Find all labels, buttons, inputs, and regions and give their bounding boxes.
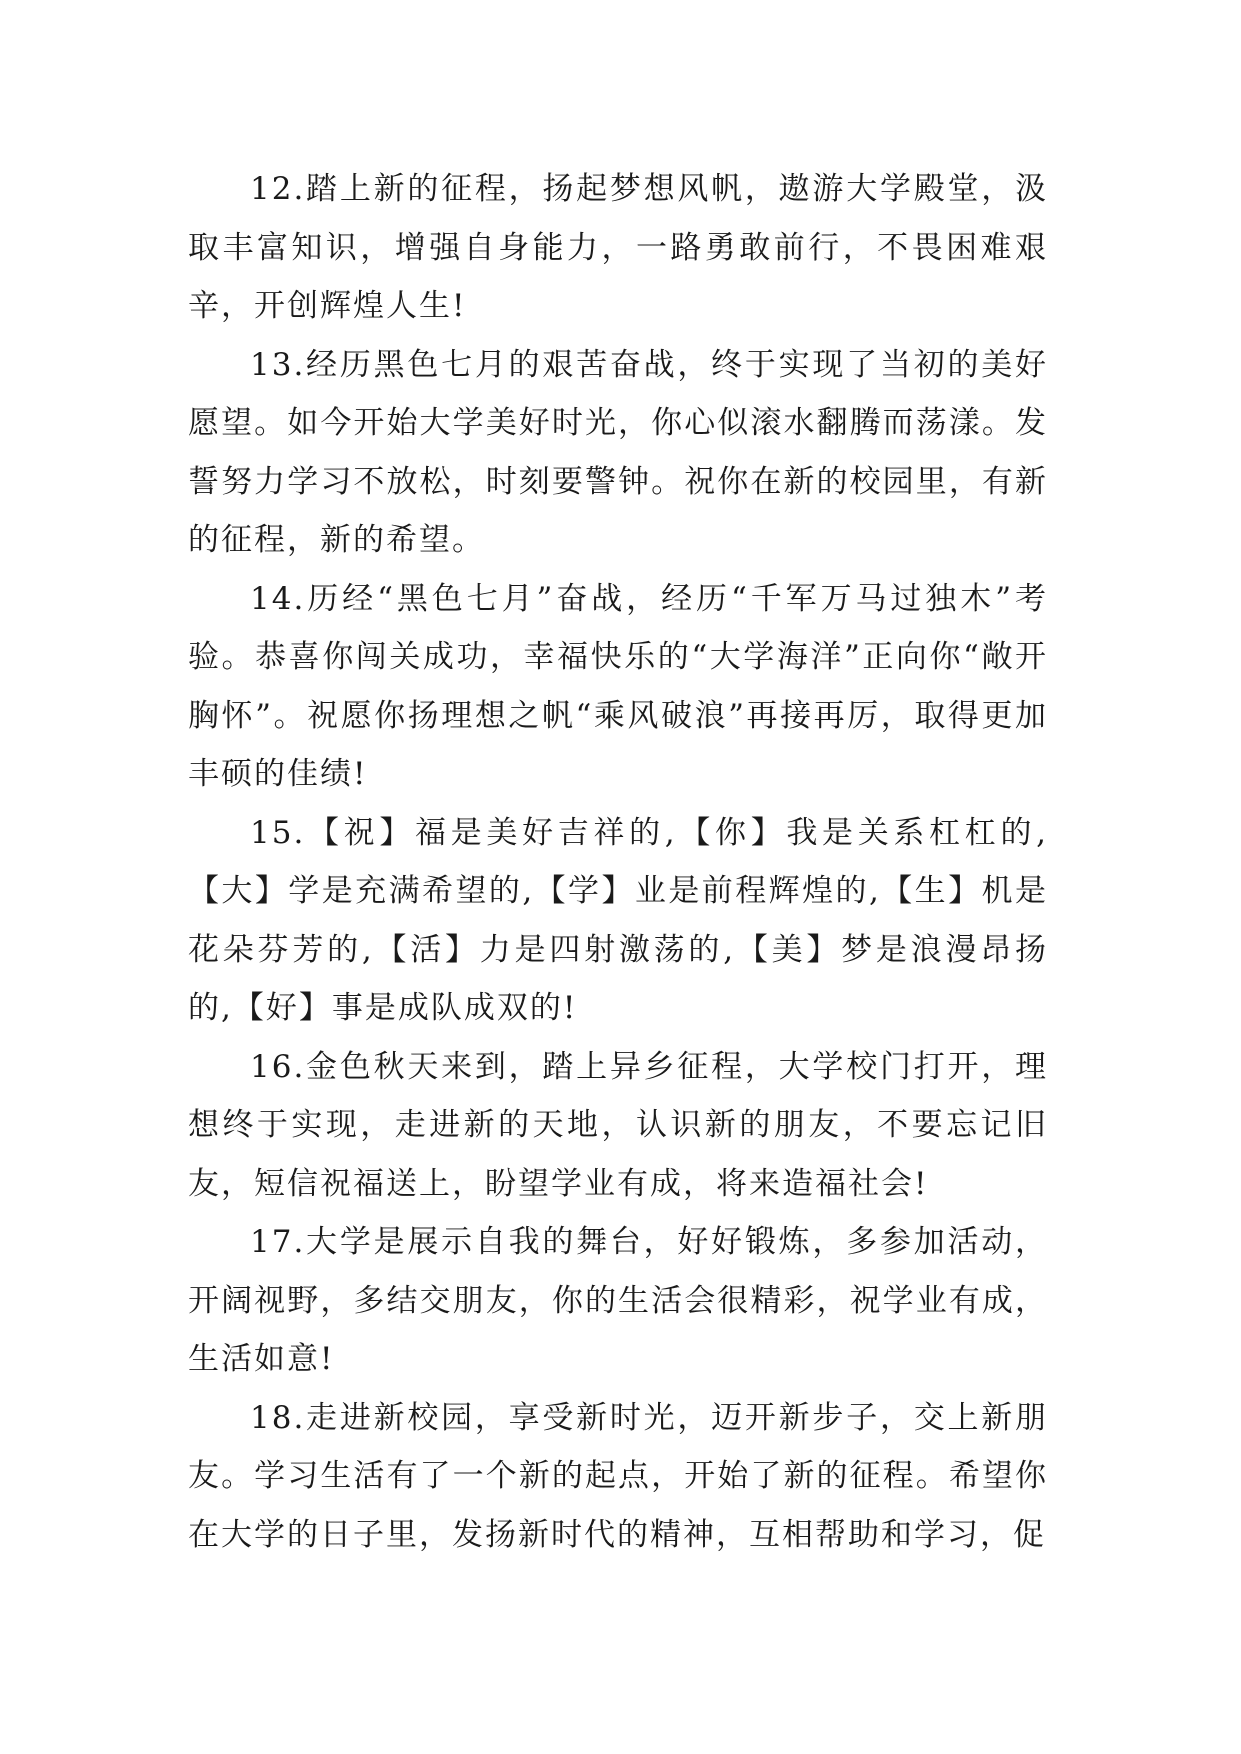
paragraph-17: 17.大学是展示自我的舞台，好好锻炼，多参加活动，开阔视野，多结交朋友，你的生活会很精彩，祝学业有成，生活如意! xyxy=(188,1224,1048,1377)
paragraph-15: 15.【祝】福是美好吉祥的,【你】我是关系杠杠的,【大】学是充满希望的,【学】业是前程辉煌的,【生】机是花朵芬芳的,【活】力是四射激荡的,【美】梦是浪漫昂扬的,【好】事是成队成双的! xyxy=(188,814,1048,1026)
paragraph-16: 16.金色秋天来到，踏上异乡征程，大学校门打开，理想终于实现，走进新的天地，认识新的朋友，不要忘记旧友，短信祝福送上，盼望学业有成，将来造福社会! xyxy=(188,1048,1048,1202)
paragraph-13: 13.经历黑色七月的艰苦奋战，终于实现了当初的美好愿望。如今开始大学美好时光，你心似滚水翻腾而荡漾。发誓努力学习不放松，时刻要警钟。祝你在新的校园里，有新的征程，新的希望。 xyxy=(188,346,1048,558)
paragraph-14: 14.历经“黑色七月”奋战，经历“千军万马过独木”考验。恭喜你闯关成功，幸福快乐的“大学海洋”正向你“敞开胸怀”。祝愿你扬理想之帆“乘风破浪”再接再厉，取得更加丰硕的佳绩! xyxy=(188,580,1048,792)
document-page xyxy=(188,160,1048,1564)
paragraph-18: 18.走进新校园，享受新时光，迈开新步子，交上新朋友。学习生活有了一个新的起点，开始了新的征程。希望你在大学的日子里，发扬新时代的精神，互相帮助和学习，促 xyxy=(188,1399,1048,1553)
paragraph-12: 12.踏上新的征程，扬起梦想风帆，遨游大学殿堂，汲取丰富知识，增强自身能力，一路勇敢前行，不畏困难艰辛，开创辉煌人生! xyxy=(188,171,1048,324)
